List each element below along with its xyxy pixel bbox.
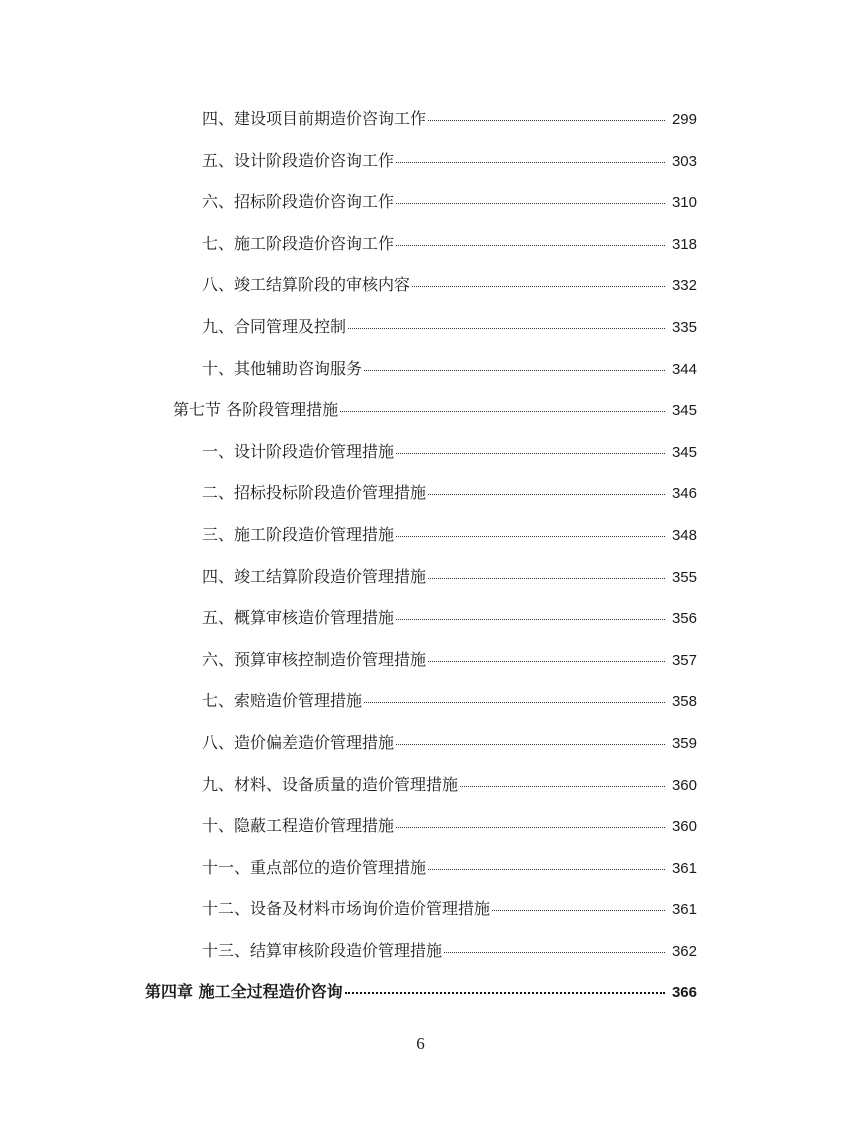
toc-entry-title: 六、招标阶段造价咨询工作 xyxy=(202,192,395,212)
toc-item-entry[interactable] xyxy=(0,894,841,936)
toc-entry-page: 345 xyxy=(671,402,697,420)
toc-dot-leader xyxy=(428,869,665,870)
toc-entry-title: 三、施工阶段造价管理措施 xyxy=(202,524,395,544)
toc-entry-page: 358 xyxy=(671,693,697,711)
toc-dot-leader xyxy=(428,578,665,579)
toc-entry-title: 一、设计阶段造价管理措施 xyxy=(202,441,395,461)
toc-item-entry[interactable] xyxy=(0,229,841,271)
toc-item-entry[interactable] xyxy=(0,728,841,770)
toc-item-entry[interactable] xyxy=(0,562,841,604)
toc-dot-leader xyxy=(396,536,665,537)
toc-item-entry[interactable] xyxy=(0,187,841,229)
toc-entry-title: 九、合同管理及控制 xyxy=(202,316,347,336)
toc-entry-page: 335 xyxy=(671,318,697,336)
toc-item-entry[interactable] xyxy=(0,354,841,396)
toc-entry-title: 八、造价偏差造价管理措施 xyxy=(202,732,395,752)
toc-dot-leader xyxy=(396,619,665,620)
toc-entry-page: 361 xyxy=(671,859,697,877)
toc-dot-leader xyxy=(396,453,665,454)
toc-item-entry[interactable] xyxy=(0,146,841,188)
toc-dot-leader xyxy=(428,120,665,121)
toc-entry-title: 七、索赔造价管理措施 xyxy=(202,691,363,711)
toc-entry-page: 310 xyxy=(671,194,697,212)
toc-dot-leader xyxy=(348,328,665,329)
toc-entry-title: 四、竣工结算阶段造价管理措施 xyxy=(202,566,427,586)
toc-entry-page: 356 xyxy=(671,610,697,628)
toc-dot-leader xyxy=(428,661,665,662)
toc-entry-title: 十二、设备及材料市场询价造价管理措施 xyxy=(202,899,491,919)
toc-dot-leader xyxy=(444,952,665,953)
toc-item-entry[interactable] xyxy=(0,312,841,354)
toc-section-entry[interactable] xyxy=(0,395,841,437)
toc-entry-title: 六、预算审核控制造价管理措施 xyxy=(202,649,427,669)
toc-item-entry[interactable] xyxy=(0,478,841,520)
toc-entry-page: 348 xyxy=(671,526,697,544)
toc-item-entry[interactable] xyxy=(0,437,841,479)
toc-entry-page: 303 xyxy=(671,152,697,170)
toc-entry-page: 361 xyxy=(671,901,697,919)
toc-dot-leader xyxy=(340,411,665,412)
toc-entry-page: 299 xyxy=(671,111,697,128)
toc-item-entry[interactable] xyxy=(0,645,841,687)
toc-entry-title: 五、设计阶段造价咨询工作 xyxy=(202,150,395,170)
toc-entry-title: 九、材料、设备质量的造价管理措施 xyxy=(202,774,459,794)
table-of-contents xyxy=(0,104,841,1019)
toc-dot-leader xyxy=(396,744,665,745)
toc-entry-title: 十一、重点部位的造价管理措施 xyxy=(202,857,427,877)
toc-item-entry[interactable] xyxy=(0,853,841,895)
toc-entry-title: 十、其他辅助咨询服务 xyxy=(202,358,363,378)
toc-entry-page: 318 xyxy=(671,235,697,253)
toc-dot-leader xyxy=(396,203,665,204)
toc-entry-title: 第四章 施工全过程造价咨询 xyxy=(145,982,343,1002)
toc-item-entry[interactable] xyxy=(0,770,841,812)
toc-chapter-entry[interactable] xyxy=(0,977,841,1019)
toc-item-entry[interactable] xyxy=(0,811,841,853)
toc-item-entry[interactable] xyxy=(0,686,841,728)
toc-item-entry[interactable] xyxy=(0,936,841,978)
toc-entry-title: 十、隐蔽工程造价管理措施 xyxy=(202,816,395,836)
toc-entry-title: 十三、结算审核阶段造价管理措施 xyxy=(202,940,443,960)
toc-entry-page: 359 xyxy=(671,734,697,752)
toc-entry-page: 360 xyxy=(671,776,697,794)
toc-entry-title: 二、招标投标阶段造价管理措施 xyxy=(202,483,427,503)
toc-item-entry[interactable] xyxy=(0,603,841,645)
toc-dot-leader xyxy=(460,786,665,787)
toc-entry-page: 360 xyxy=(671,818,697,836)
toc-dot-leader xyxy=(412,286,665,287)
toc-entry-page: 357 xyxy=(671,651,697,669)
toc-dot-leader xyxy=(428,494,665,495)
toc-entry-page: 345 xyxy=(671,443,697,461)
toc-item-entry[interactable] xyxy=(0,520,841,562)
toc-entry-page: 346 xyxy=(671,485,697,503)
toc-entry-title: 八、竣工结算阶段的审核内容 xyxy=(202,275,411,295)
toc-item-entry[interactable] xyxy=(0,270,841,312)
toc-entry-page: 355 xyxy=(671,568,697,586)
toc-entry-page: 344 xyxy=(671,360,697,378)
toc-entry-page: 332 xyxy=(671,277,697,295)
toc-entry-title: 第七节 各阶段管理措施 xyxy=(173,400,339,420)
toc-entry-page: 362 xyxy=(671,942,697,960)
toc-entry-title: 七、施工阶段造价咨询工作 xyxy=(202,233,395,253)
toc-dot-leader xyxy=(364,370,665,371)
toc-dot-leader xyxy=(396,245,665,246)
toc-item-entry[interactable] xyxy=(0,104,841,146)
toc-entry-title: 五、概算审核造价管理措施 xyxy=(202,608,395,628)
toc-dot-leader xyxy=(364,702,665,703)
page-number: 6 xyxy=(416,1034,425,1053)
toc-entry-page: 366 xyxy=(671,984,697,1002)
toc-dot-leader xyxy=(345,992,665,994)
toc-dot-leader xyxy=(396,162,665,163)
toc-entry-title: 四、建设项目前期造价咨询工作 xyxy=(202,109,427,128)
toc-dot-leader xyxy=(396,827,665,828)
toc-dot-leader xyxy=(492,910,665,911)
